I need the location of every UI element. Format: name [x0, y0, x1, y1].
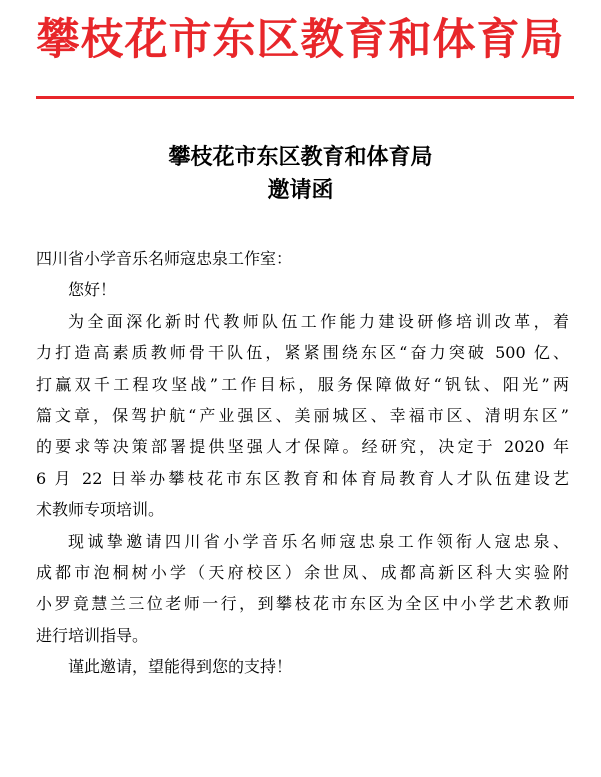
paragraph-line: 6 月 22 日举办攀枝花市东区教育和体育局教育人才队伍建设艺 — [36, 468, 569, 488]
paragraph-line: 现诚挚邀请四川省小学音乐名师寇忠泉工作领衔人寇忠泉、 — [68, 531, 569, 551]
document-title-invitation: 邀请函 — [267, 177, 334, 203]
paragraph-1 — [36, 306, 569, 526]
closing-line: 谨此邀请，望能得到您的支持！ — [68, 657, 293, 677]
document-title-issuer: 攀枝花市东区教育和体育局 — [168, 144, 433, 170]
paragraph-line: 打赢双千工程攻坚战”工作目标，服务保障做好“钒钛、阳光”两 — [36, 374, 569, 394]
paragraph-line: 的要求等决策部署提供坚强人才保障。经研究，决定于 2020 年 — [36, 437, 569, 457]
paragraph-2 — [36, 526, 569, 652]
paragraph-line: 力打造高素质教师骨干队伍，紧紧围绕东区“奋力突破 500 亿、 — [36, 343, 569, 363]
paragraph-line: 术教师专项培训。 — [36, 500, 165, 520]
paragraph-line: 篇文章，保驾护航“产业强区、美丽城区、幸福市区、清明东区” — [36, 405, 569, 425]
letter-body — [36, 243, 569, 682]
letterhead-red-rule — [36, 96, 574, 99]
letterhead-title: 攀枝花市东区教育和体育局 — [36, 15, 565, 65]
greeting: 您好！ — [68, 280, 117, 300]
addressee: 四川省小学音乐名师寇忠泉工作室： — [36, 249, 293, 268]
paragraph-line: 为全面深化新时代教师队伍工作能力建设研修培训改革，着 — [68, 311, 569, 331]
paragraph-line: 成都市泡桐树小学（天府校区）余世凤、成都高新区科大实验附 — [36, 562, 569, 582]
paragraph-line: 小罗竟慧兰三位老师一行，到攀枝花市东区为全区中小学艺术教师 — [36, 594, 569, 614]
paragraph-line: 进行培训指导。 — [36, 625, 149, 645]
